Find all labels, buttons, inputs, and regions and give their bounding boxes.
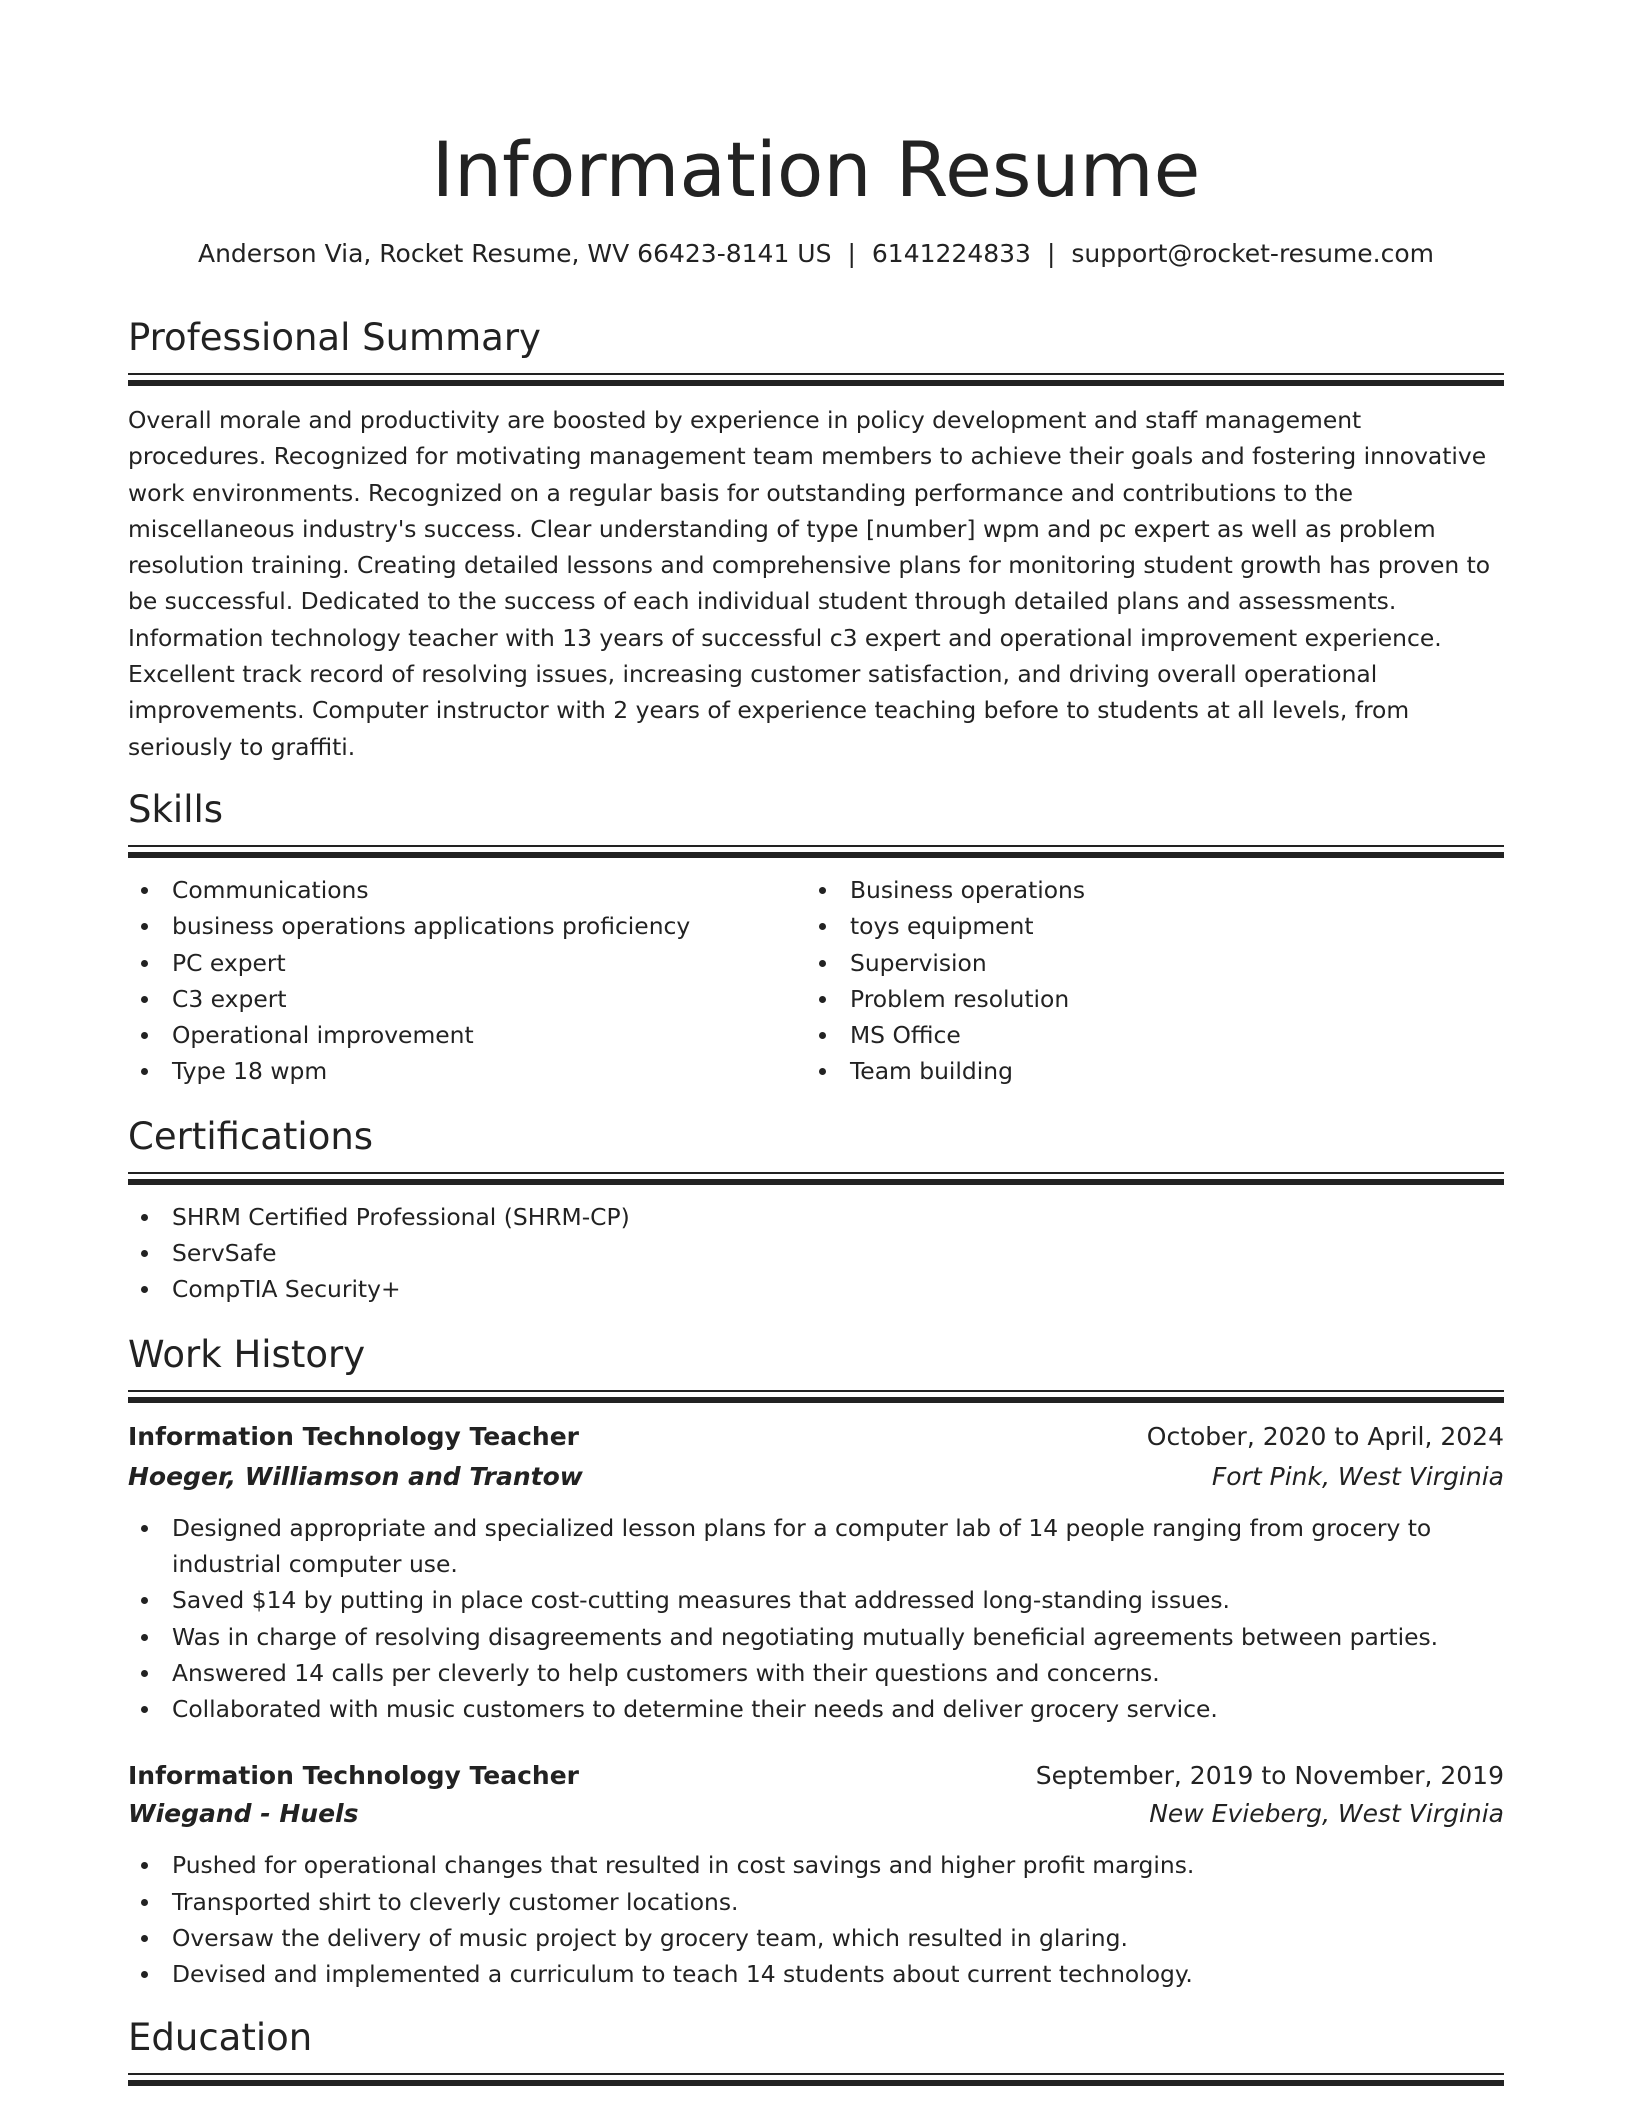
job-header bbox=[128, 1418, 1504, 1456]
job-location: Fort Pink, West Virginia bbox=[1211, 1461, 1504, 1491]
skill-item: business operations applications proficiency bbox=[128, 908, 806, 944]
skill-item: Business operations bbox=[806, 872, 1484, 908]
contact-address: Anderson Via, Rocket Resume, WV 66423-8141 US bbox=[197, 239, 832, 268]
section-divider-thick bbox=[128, 2080, 1504, 2086]
job-title: Information Technology Teacher bbox=[128, 1421, 579, 1451]
job-bullets bbox=[128, 1510, 1504, 1728]
job-entry bbox=[128, 1418, 1504, 1728]
section-divider-thick bbox=[128, 852, 1504, 858]
summary-section bbox=[128, 315, 1504, 765]
education-section bbox=[128, 2015, 1504, 2086]
certification-item: ServSafe bbox=[128, 1235, 1504, 1271]
certification-item: SHRM Certified Professional (SHRM-CP) bbox=[128, 1199, 1504, 1235]
job-header bbox=[128, 1757, 1504, 1795]
skill-item: Communications bbox=[128, 872, 806, 908]
job-bullet: Designed appropriate and specialized lesson plans for a computer lab of 14 people ranging from grocery to industrial computer use. bbox=[128, 1510, 1504, 1583]
skill-item: C3 expert bbox=[128, 981, 806, 1017]
section-divider-thick bbox=[128, 1179, 1504, 1185]
job-subheader bbox=[128, 1795, 1504, 1833]
contact-line bbox=[128, 238, 1504, 270]
section-title-education: Education bbox=[128, 2015, 313, 2059]
job-subheader bbox=[128, 1458, 1504, 1496]
skill-item: Type 18 wpm bbox=[128, 1053, 806, 1089]
skills-section bbox=[128, 787, 1504, 1090]
skill-item: MS Office bbox=[806, 1017, 1484, 1053]
section-title-work-history: Work History bbox=[128, 1332, 366, 1376]
resume-name: Information Resume bbox=[431, 125, 1201, 214]
section-title-certifications: Certifications bbox=[128, 1114, 374, 1158]
skills-columns bbox=[128, 872, 1504, 1090]
skill-item: toys equipment bbox=[806, 908, 1484, 944]
job-bullet: Pushed for operational changes that resulted in cost savings and higher profit margins. bbox=[128, 1847, 1504, 1883]
job-bullets bbox=[128, 1847, 1504, 1992]
skill-item: Supervision bbox=[806, 945, 1484, 981]
job-dates: September, 2019 to November, 2019 bbox=[1035, 1761, 1504, 1791]
certifications-list bbox=[128, 1199, 1504, 1308]
job-bullet: Saved $14 by putting in place cost-cutting measures that addressed long-standing issues. bbox=[128, 1582, 1504, 1618]
job-location: New Evieberg, West Virginia bbox=[1149, 1799, 1504, 1829]
skill-item: Team building bbox=[806, 1053, 1484, 1089]
summary-text: Overall morale and productivity are boosted by experience in policy development and staff management procedures. Recognized for motivating management team members to achieve their goals and fostering innovative work environments. Recognized on a regular basis for outstanding performance and contributions to the miscellaneous industry's success. Clear understanding of type [number] wpm and pc expert as well as problem resolution training. Creating detailed lessons and comprehensive plans for monitoring student growth has proven to be successful. Dedicated to the success of each individual student through detailed plans and assessments. Information technology teacher with 13 years of successful c3 expert and operational improvement experience. Excellent track record of resolving issues, increasing customer satisfaction, and driving overall operational improvements. Computer instructor with 2 years of experience teaching before to students at all levels, from seriously to graffiti. bbox=[128, 406, 1491, 761]
section-divider bbox=[128, 1390, 1504, 1392]
work-history-section bbox=[128, 1332, 1504, 1993]
job-bullet: Devised and implemented a curriculum to teach 14 students about current technology. bbox=[128, 1956, 1504, 1992]
section-divider bbox=[128, 2073, 1504, 2075]
section-title-skills: Skills bbox=[128, 787, 224, 831]
section-divider-thick bbox=[128, 380, 1504, 386]
section-title-summary: Professional Summary bbox=[128, 316, 541, 359]
skill-item: Operational improvement bbox=[128, 1017, 806, 1053]
section-divider bbox=[128, 373, 1504, 375]
skill-item: PC expert bbox=[128, 945, 806, 981]
section-divider-thick bbox=[128, 1397, 1504, 1403]
certifications-section bbox=[128, 1114, 1504, 1308]
job-title: Information Technology Teacher bbox=[128, 1761, 579, 1791]
contact-email: support@rocket-resume.com bbox=[1071, 239, 1435, 268]
job-company: Hoeger, Williamson and Trantow bbox=[128, 1461, 583, 1491]
section-divider bbox=[128, 1172, 1504, 1174]
job-dates: October, 2020 to April, 2024 bbox=[1146, 1421, 1504, 1451]
job-company: Wiegand - Huels bbox=[128, 1799, 359, 1829]
section-divider bbox=[128, 845, 1504, 847]
skills-list-left bbox=[128, 872, 806, 1090]
resume-page bbox=[128, 0, 1504, 2086]
contact-separator: | bbox=[847, 239, 856, 268]
job-bullet: Was in charge of resolving disagreements and negotiating mutually beneficial agreements between parties. bbox=[128, 1619, 1504, 1655]
job-entry bbox=[128, 1757, 1504, 1992]
job-bullet: Oversaw the delivery of music project by grocery team, which resulted in glaring. bbox=[128, 1920, 1504, 1956]
skill-item: Problem resolution bbox=[806, 981, 1484, 1017]
contact-separator: | bbox=[1046, 239, 1056, 268]
skills-list-right bbox=[806, 872, 1484, 1090]
certification-item: CompTIA Security+ bbox=[128, 1271, 1504, 1307]
job-bullet: Transported shirt to cleverly customer locations. bbox=[128, 1884, 1504, 1920]
job-bullet: Collaborated with music customers to determine their needs and deliver grocery service. bbox=[128, 1691, 1504, 1727]
job-bullet: Answered 14 calls per cleverly to help customers with their questions and concerns. bbox=[128, 1655, 1504, 1691]
contact-phone: 6141224833 bbox=[871, 239, 1031, 268]
